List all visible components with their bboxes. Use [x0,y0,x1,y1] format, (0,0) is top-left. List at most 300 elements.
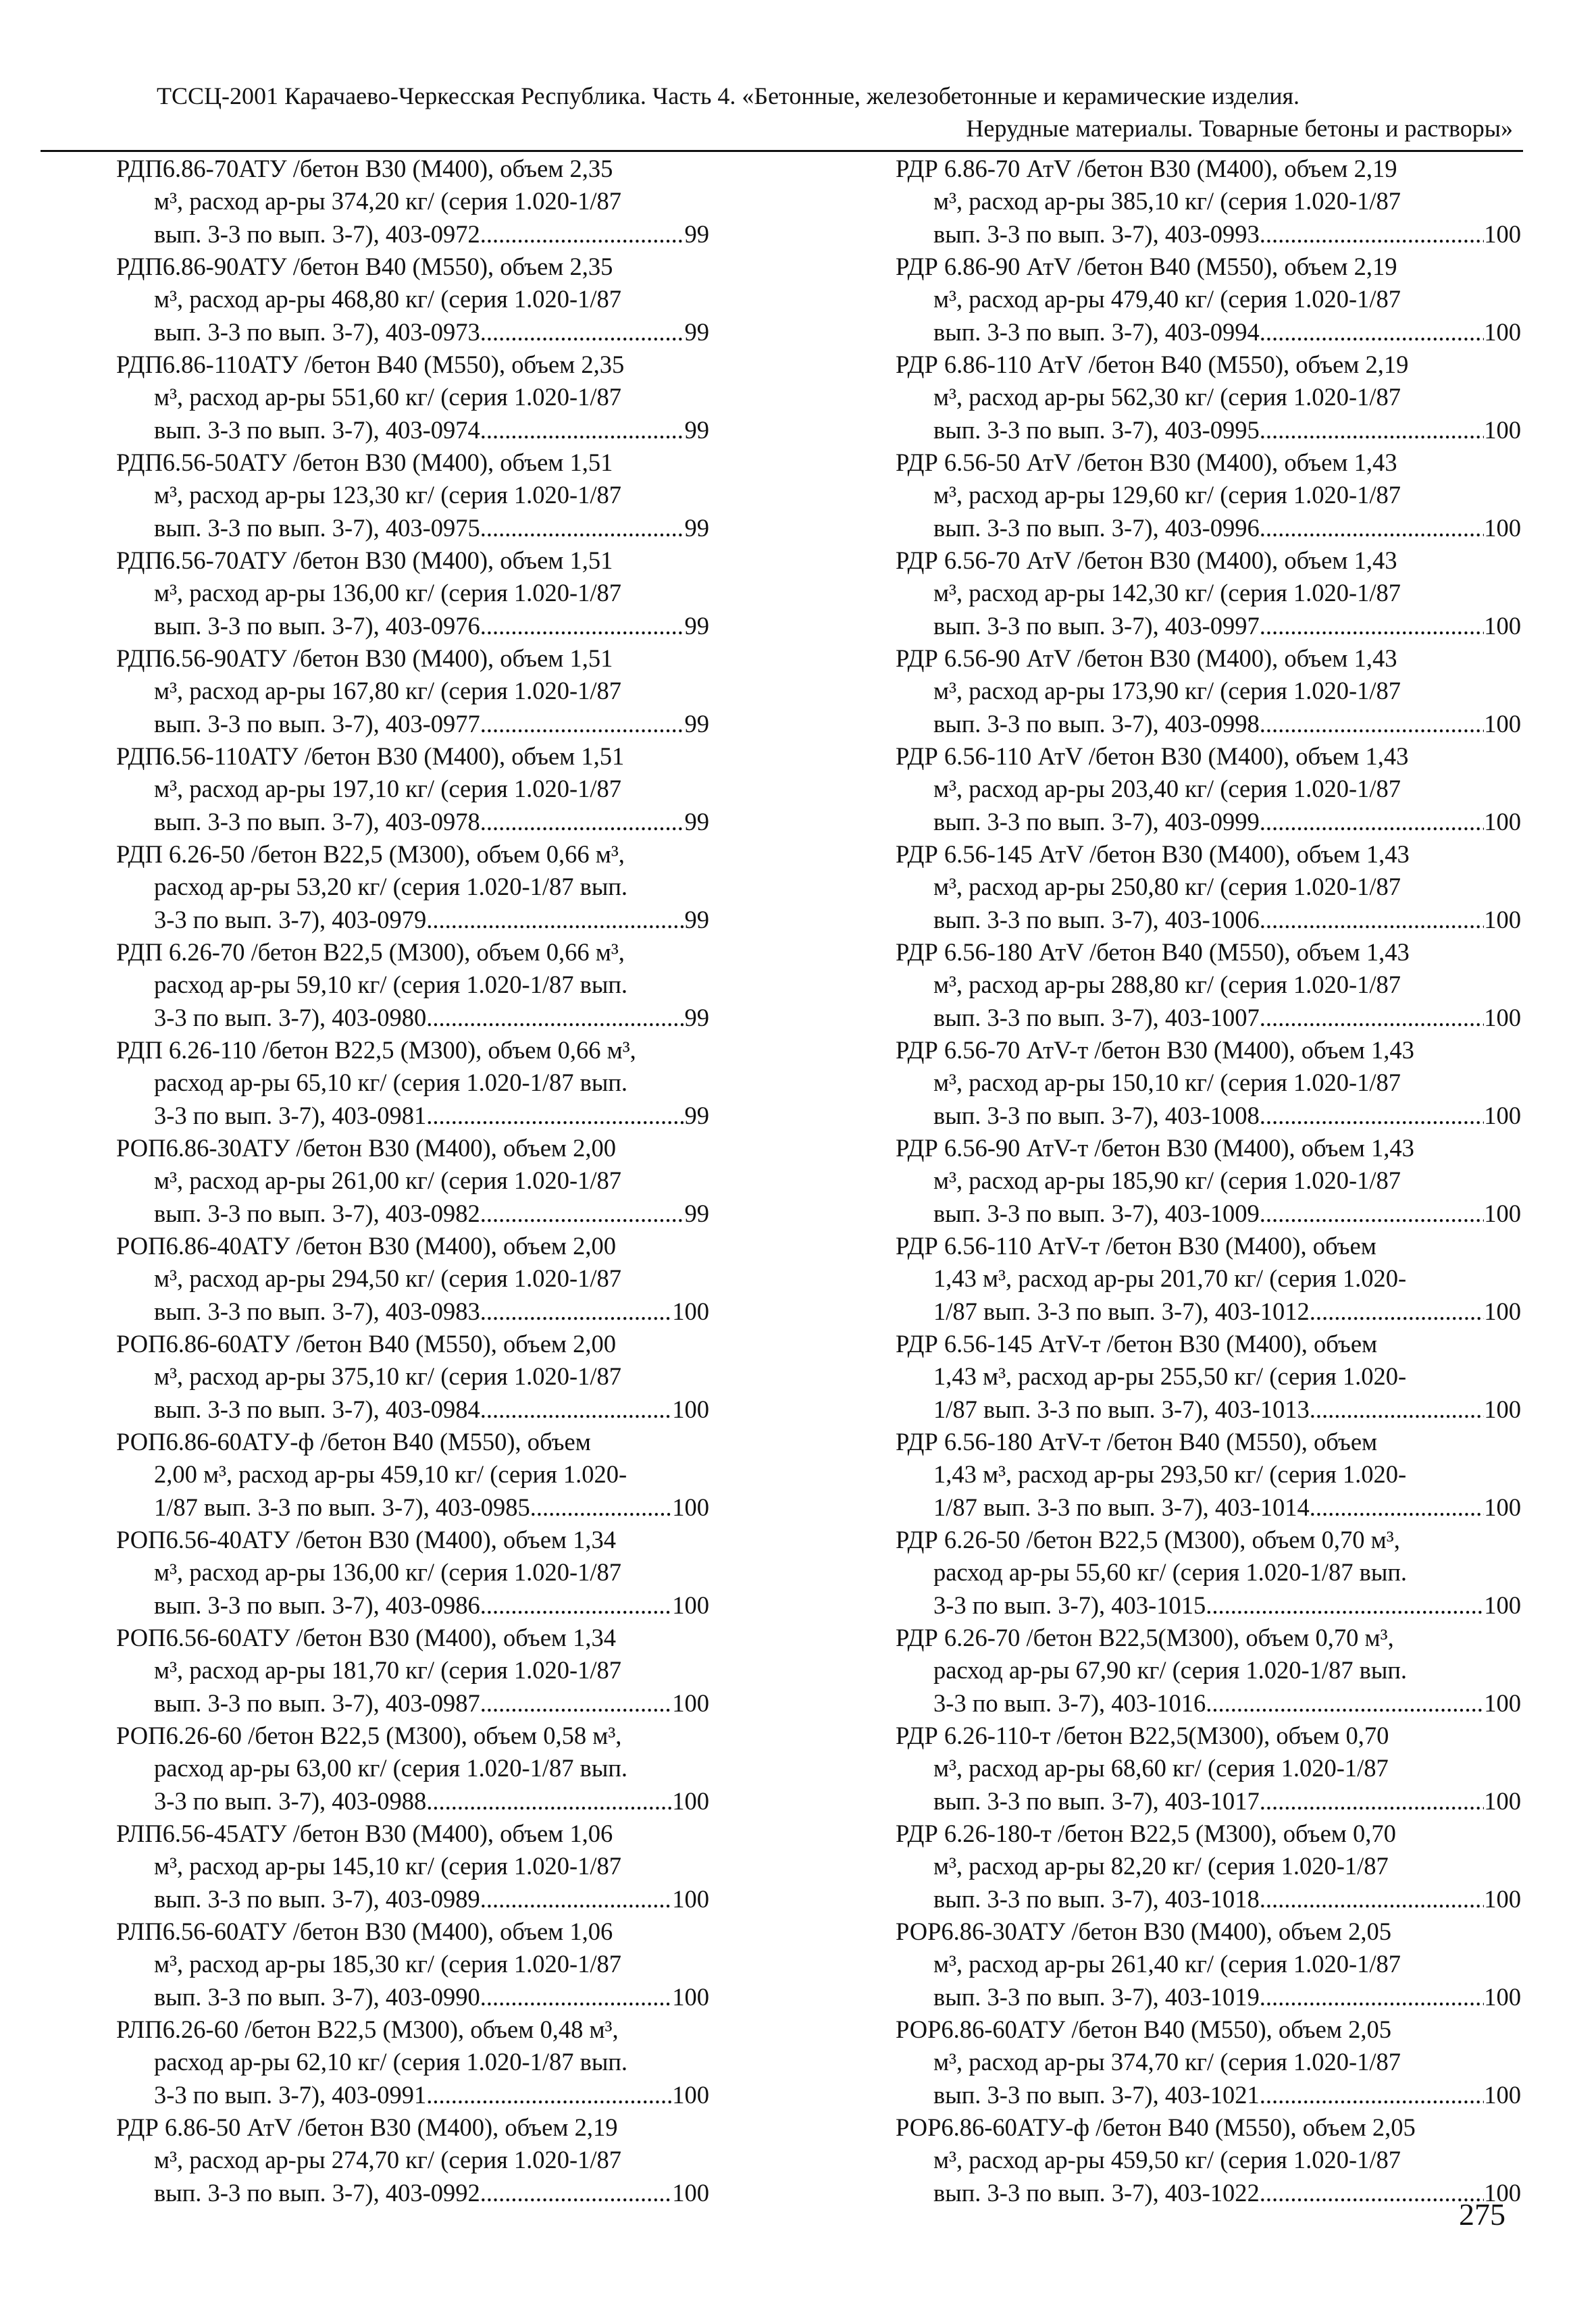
entry-detail-line: м³, расход ар-ры 374,20 кг/ (серия 1.020-1/87 [154,187,622,215]
index-entry [896,1132,1521,1230]
entry-detail-line: м³, расход ар-ры 167,80 кг/ (серия 1.020-1/87 [154,677,622,705]
entry-detail-line: 1,43 м³, расход ар-ры 201,70 кг/ (серия 1.020- [933,1264,1407,1293]
dot-leader [1260,512,1485,544]
entry-reference: 3-3 по вып. 3-7), 403-0979 [154,905,427,933]
entry-page-number: 99 [684,1101,709,1129]
index-entry [116,936,709,1034]
entry-title-line: РДР 6.86-110 АтV /бетон В40 (М550), объем 2,19 [896,351,1409,378]
index-entry [116,251,709,349]
entry-reference-line [116,218,709,251]
entry-title-line: РОП6.86-60АТУ-ф /бетон В40 (М550), объем [116,1428,591,1456]
entry-reference-line [116,806,709,838]
entry-detail-line: м³, расход ар-ры 197,10 кг/ (серия 1.020-1/87 [154,775,622,803]
entry-detail-line: м³, расход ар-ры 459,50 кг/ (серия 1.020-1/87 [933,2146,1401,2174]
entry-page-number: 100 [672,1591,709,1619]
entry-title-line: РОР6.86-60АТУ /бетон В40 (М550), объем 2,05 [896,2015,1391,2043]
dot-leader [480,414,685,446]
dot-leader [480,708,685,740]
index-entry [896,1328,1521,1426]
entry-detail-line: м³, расход ар-ры 375,10 кг/ (серия 1.020-1/87 [154,1362,622,1391]
entry-reference-line [116,1981,709,2013]
index-entry [116,153,709,251]
index-entry [896,153,1521,251]
dot-leader [480,316,685,349]
entry-reference-line [896,2177,1521,2209]
entry-reference: 3-3 по вып. 3-7), 403-0991 [154,2080,427,2109]
index-entry [116,1034,709,1132]
entry-reference-line [116,708,709,740]
entry-title-line: РДП 6.26-70 /бетон В22,5 (М300), объем 0,66 м³, [116,938,625,966]
entry-title-line: РДП 6.26-110 /бетон В22,5 (М300), объем 0,66 м³, [116,1036,636,1064]
index-entry [896,1230,1521,1328]
index-entry [896,544,1521,642]
dot-leader [1260,218,1485,251]
entry-reference-line [896,2079,1521,2111]
entry-detail-line: м³, расход ар-ры 123,30 кг/ (серия 1.020-1/87 [154,481,622,509]
dot-leader [480,1687,673,1720]
entry-reference: 1/87 вып. 3-3 по вып. 3-7), 403-1014 [933,1493,1310,1521]
entry-reference: вып. 3-3 по вып. 3-7), 403-0994 [933,317,1260,346]
entry-page-number: 100 [1484,1199,1521,1227]
index-entry [896,1426,1521,1524]
index-entry [896,1622,1521,1720]
entry-reference: вып. 3-3 по вып. 3-7), 403-1008 [933,1101,1260,1129]
index-entry [896,1818,1521,1916]
entry-title-line: РДР 6.56-145 АтV /бетон В30 (М400), объем 1,43 [896,840,1410,868]
index-entry [896,740,1521,838]
index-entry [896,2013,1521,2111]
entry-reference-line [896,1589,1521,1622]
dot-leader [480,218,685,251]
entry-page-number: 100 [1484,1297,1521,1325]
dot-leader [1260,610,1485,642]
index-entry [116,1524,709,1622]
dot-leader [480,1393,673,1426]
entry-page-number: 100 [1484,1689,1521,1717]
entry-reference: вып. 3-3 по вып. 3-7), 403-0984 [154,1395,480,1423]
entry-page-number: 100 [1484,1982,1521,2011]
entry-reference: 3-3 по вып. 3-7), 403-0980 [154,1003,427,1031]
entry-title-line: РЛП6.56-60АТУ /бетон В30 (М400), объем 1,06 [116,1918,613,1945]
index-entry [896,2111,1521,2209]
dot-leader [1260,1100,1485,1132]
entry-page-number: 99 [684,611,709,640]
entry-reference: вып. 3-3 по вып. 3-7), 403-0975 [154,513,480,542]
entry-reference: вып. 3-3 по вып. 3-7), 403-1018 [933,1884,1260,1913]
entry-detail-line: м³, расход ар-ры 551,60 кг/ (серия 1.020-1/87 [154,383,622,411]
entry-page-number: 99 [684,709,709,738]
header-subtitle: Нерудные материалы. Товарные бетоны и растворы» [966,115,1513,142]
entry-title-line: РДР 6.86-70 АтV /бетон В30 (М400), объем 2,19 [896,155,1397,182]
entry-detail-line: м³, расход ар-ры 68,60 кг/ (серия 1.020-1/87 [933,1754,1389,1782]
entry-title-line: РДР 6.56-90 АтV-т /бетон В30 (М400), объем 1,43 [896,1134,1414,1162]
entry-detail-line: м³, расход ар-ры 136,00 кг/ (серия 1.020-1/87 [154,579,622,607]
entry-reference-line [896,1687,1521,1720]
entry-reference: вып. 3-3 по вып. 3-7), 403-0999 [933,807,1260,835]
entry-title-line: РДП6.56-110АТУ /бетон В30 (М400), объем 1,51 [116,742,625,770]
dot-leader [480,610,685,642]
entry-title-line: РДП6.86-90АТУ /бетон В40 (М550), объем 2,35 [116,253,613,280]
entry-detail-line: м³, расход ар-ры 562,30 кг/ (серия 1.020-1/87 [933,383,1401,411]
entry-page-number: 100 [672,1395,709,1423]
entry-page-number: 100 [1484,2080,1521,2109]
entry-reference-line [116,1002,709,1034]
entry-reference: вып. 3-3 по вып. 3-7), 403-0998 [933,709,1260,738]
dot-leader [480,512,685,544]
entry-reference: вып. 3-3 по вып. 3-7), 403-1022 [933,2178,1260,2207]
entry-page-number: 100 [672,2178,709,2207]
entry-reference: вып. 3-3 по вып. 3-7), 403-0982 [154,1199,480,1227]
entry-reference: 1/87 вып. 3-3 по вып. 3-7), 403-1013 [933,1395,1310,1423]
entry-title-line: РДП6.56-90АТУ /бетон В30 (М400), объем 1,51 [116,644,613,672]
index-entry [896,1916,1521,2013]
entry-title-line: РДР 6.56-70 АтV /бетон В30 (М400), объем 1,43 [896,546,1397,574]
entry-title-line: РДР 6.86-50 АтV /бетон В30 (М400), объем 2,19 [116,2113,618,2141]
page-number: 275 [1459,2197,1505,2232]
entry-reference: вып. 3-3 по вып. 3-7), 403-0986 [154,1591,480,1619]
entry-detail-line: м³, расход ар-ры 82,20 кг/ (серия 1.020-1/87 [933,1852,1389,1880]
dot-leader [426,2079,672,2111]
index-entry [116,1132,709,1230]
entry-page-number: 100 [672,2080,709,2109]
entry-detail-line: м³, расход ар-ры 261,40 кг/ (серия 1.020-1/87 [933,1950,1401,1978]
entry-reference: 1/87 вып. 3-3 по вып. 3-7), 403-1012 [933,1297,1310,1325]
entry-title-line: РОР6.86-30АТУ /бетон В30 (М400), объем 2,05 [896,1918,1391,1945]
entry-title-line: РОП6.56-60АТУ /бетон В30 (М400), объем 1,34 [116,1624,617,1651]
entry-title-line: РОП6.86-40АТУ /бетон В30 (М400), объем 2,00 [116,1232,617,1260]
entry-reference: 3-3 по вып. 3-7), 403-1015 [933,1591,1206,1619]
entry-reference: вып. 3-3 по вып. 3-7), 403-1017 [933,1786,1260,1815]
entry-reference-line [116,1491,709,1524]
index-entry [896,446,1521,544]
dot-leader [1260,806,1485,838]
entry-reference-line [896,610,1521,642]
entry-detail-line: м³, расход ар-ры 250,80 кг/ (серия 1.020-1/87 [933,873,1401,901]
entry-reference-line [116,1100,709,1132]
entry-title-line: РДП6.56-50АТУ /бетон В30 (М400), объем 1,51 [116,448,613,476]
entry-reference-line [896,316,1521,349]
index-entry [896,642,1521,740]
entry-title-line: РДП 6.26-50 /бетон В22,5 (М300), объем 0,66 м³, [116,840,625,868]
entry-reference-line [896,1491,1521,1524]
entry-detail-line: расход ар-ры 67,90 кг/ (серия 1.020-1/87 вып. [933,1656,1408,1685]
index-entry [896,936,1521,1034]
entry-title-line: РОП6.86-30АТУ /бетон В30 (М400), объем 2,00 [116,1134,617,1162]
entry-reference: вып. 3-3 по вып. 3-7), 403-0997 [933,611,1260,640]
entry-page-number: 100 [672,1884,709,1913]
entry-detail-line: расход ар-ры 65,10 кг/ (серия 1.020-1/87 вып. [154,1069,628,1097]
entry-page-number: 99 [684,905,709,933]
entry-detail-line: 1,43 м³, расход ар-ры 255,50 кг/ (серия 1.020- [933,1362,1407,1391]
entry-reference: вып. 3-3 по вып. 3-7), 403-0995 [933,415,1260,444]
entry-page-number: 100 [672,1689,709,1717]
entry-page-number: 99 [684,513,709,542]
entry-reference-line [116,1883,709,1916]
entry-reference: вып. 3-3 по вып. 3-7), 403-0996 [933,513,1260,542]
entry-title-line: РДР 6.56-70 АтV-т /бетон В30 (М400), объем 1,43 [896,1036,1414,1064]
entry-page-number: 99 [684,415,709,444]
entry-detail-line: м³, расход ар-ры 261,00 кг/ (серия 1.020-1/87 [154,1166,622,1195]
entry-reference: вып. 3-3 по вып. 3-7), 403-0974 [154,415,480,444]
entry-reference: вып. 3-3 по вып. 3-7), 403-1009 [933,1199,1260,1227]
entry-reference-line [896,218,1521,251]
entry-page-number: 100 [1484,220,1521,248]
entry-reference: вып. 3-3 по вып. 3-7), 403-0978 [154,807,480,835]
entry-reference: вып. 3-3 по вып. 3-7), 403-0977 [154,709,480,738]
index-entry [896,251,1521,349]
entry-title-line: РДР 6.26-180-т /бетон В22,5 (М300), объем 0,70 [896,1820,1396,1847]
entry-reference: вып. 3-3 по вып. 3-7), 403-0993 [933,220,1260,248]
entry-page-number: 100 [672,1982,709,2011]
dot-leader [480,1295,673,1328]
entry-page-number: 100 [1484,1395,1521,1423]
entry-reference-line [116,2177,709,2209]
entry-reference-line [896,1002,1521,1034]
entry-reference: вып. 3-3 по вып. 3-7), 403-0973 [154,317,480,346]
entry-reference: вып. 3-3 по вып. 3-7), 403-0989 [154,1884,480,1913]
entry-page-number: 99 [684,1003,709,1031]
entry-reference-line [116,1785,709,1818]
entry-detail-line: м³, расход ар-ры 294,50 кг/ (серия 1.020-1/87 [154,1264,622,1293]
entry-reference: вып. 3-3 по вып. 3-7), 403-1007 [933,1003,1260,1031]
entry-title-line: РДП6.86-110АТУ /бетон В40 (М550), объем 2,35 [116,351,625,378]
entry-reference: 3-3 по вып. 3-7), 403-0988 [154,1786,427,1815]
entry-reference-line [896,414,1521,446]
entry-page-number: 100 [1484,1786,1521,1815]
entry-title-line: РОР6.86-60АТУ-ф /бетон В40 (М550), объем 2,05 [896,2113,1416,2141]
dot-leader [1260,414,1485,446]
entry-reference: 1/87 вып. 3-3 по вып. 3-7), 403-0985 [154,1493,530,1521]
entry-reference-line [116,904,709,936]
entry-reference-line [896,1981,1521,2013]
entry-reference: 3-3 по вып. 3-7), 403-1016 [933,1689,1206,1717]
dot-leader [480,1589,673,1622]
dot-leader [1260,1785,1485,1818]
entry-reference: вып. 3-3 по вып. 3-7), 403-0987 [154,1689,480,1717]
entry-detail-line: м³, расход ар-ры 468,80 кг/ (серия 1.020-1/87 [154,285,622,313]
index-entry [116,1818,709,1916]
entry-detail-line: м³, расход ар-ры 385,10 кг/ (серия 1.020-1/87 [933,187,1401,215]
entry-title-line: РДР 6.26-70 /бетон В22,5(М300), объем 0,70 м³, [896,1624,1394,1651]
index-entry [116,1426,709,1524]
entry-detail-line: м³, расход ар-ры 173,90 кг/ (серия 1.020-1/87 [933,677,1401,705]
dot-leader [480,1981,673,2013]
entry-title-line: РДР 6.56-110 АтV-т /бетон В30 (М400), объем [896,1232,1376,1260]
header-title: ТССЦ-2001 Карачаево-Черкесская Республика. Часть 4. «Бетонные, железобетонные и керамические изделия. [157,82,1300,109]
entry-reference-line [116,1393,709,1426]
entry-reference-line [116,512,709,544]
dot-leader [1260,316,1485,349]
entry-detail-line: расход ар-ры 53,20 кг/ (серия 1.020-1/87 вып. [154,873,628,901]
entry-page-number: 99 [684,807,709,835]
entry-detail-line: м³, расход ар-ры 150,10 кг/ (серия 1.020-1/87 [933,1069,1401,1097]
entry-title-line: РДР 6.56-50 АтV /бетон В30 (М400), объем 1,43 [896,448,1397,476]
entry-reference-line [896,806,1521,838]
entry-detail-line: 2,00 м³, расход ар-ры 459,10 кг/ (серия 1.020- [154,1460,627,1489]
entry-title-line: РДП6.56-70АТУ /бетон В30 (М400), объем 1,51 [116,546,613,574]
index-entry [116,446,709,544]
index-entry [896,1034,1521,1132]
entry-reference: вып. 3-3 по вып. 3-7), 403-0976 [154,611,480,640]
entry-title-line: РДР 6.56-90 АтV /бетон В30 (М400), объем 1,43 [896,644,1397,672]
dot-leader [480,1198,685,1230]
entry-title-line: РДР 6.26-110-т /бетон В22,5(М300), объем 0,70 [896,1722,1389,1749]
entry-page-number: 100 [1484,905,1521,933]
entry-reference: вып. 3-3 по вып. 3-7), 403-1019 [933,1982,1260,2011]
entry-reference-line [116,1589,709,1622]
entry-detail-line: м³, расход ар-ры 142,30 кг/ (серия 1.020-1/87 [933,579,1401,607]
entry-title-line: РЛП6.56-45АТУ /бетон В30 (М400), объем 1,06 [116,1820,613,1847]
dot-leader [1260,904,1485,936]
index-entry [116,1328,709,1426]
dot-leader [480,2177,673,2209]
dot-leader [1260,1981,1485,2013]
entry-title-line: РДР 6.56-180 АтV /бетон В40 (М550), объем 1,43 [896,938,1410,966]
index-entry [116,740,709,838]
dot-leader [530,1491,673,1524]
entry-reference-line [896,1393,1521,1426]
entry-page-number: 100 [1484,611,1521,640]
entry-reference-line [896,1883,1521,1916]
entry-page-number: 99 [684,317,709,346]
entry-page-number: 100 [1484,807,1521,835]
entry-page-number: 100 [1484,1884,1521,1913]
entry-page-number: 100 [1484,709,1521,738]
entry-page-number: 100 [1484,1591,1521,1619]
index-entry [896,1720,1521,1818]
entry-reference-line [116,1295,709,1328]
dot-leader [1310,1491,1485,1524]
dot-leader [1206,1589,1484,1622]
index-entry [116,1230,709,1328]
index-entry [116,2013,709,2111]
entry-page-number: 99 [684,220,709,248]
entry-detail-line: м³, расход ар-ры 181,70 кг/ (серия 1.020-1/87 [154,1656,622,1685]
entry-title-line: РОП6.56-40АТУ /бетон В30 (М400), объем 1,34 [116,1526,617,1553]
index-entry [896,349,1521,446]
entry-reference-line [116,316,709,349]
entry-reference-line [116,1687,709,1720]
index-entry [116,838,709,936]
index-entry [116,349,709,446]
dot-leader [480,1883,673,1916]
entry-reference: вып. 3-3 по вып. 3-7), 403-0990 [154,1982,480,2011]
entry-reference-line [896,1198,1521,1230]
index-entry [116,1916,709,2013]
index-entry [116,2111,709,2209]
entry-detail-line: м³, расход ар-ры 136,00 кг/ (серия 1.020-1/87 [154,1558,622,1587]
entry-reference-line [116,2079,709,2111]
entry-reference-line [116,1198,709,1230]
entry-page-number: 100 [1484,317,1521,346]
dot-leader [480,806,685,838]
entry-title-line: РДР 6.26-50 /бетон В22,5 (М300), объем 0,70 м³, [896,1526,1400,1553]
index-entry [896,1524,1521,1622]
entry-detail-line: расход ар-ры 62,10 кг/ (серия 1.020-1/87 вып. [154,2048,628,2076]
dot-leader [1260,1002,1485,1034]
right-column [896,153,1521,2209]
dot-leader [1260,2177,1485,2209]
entry-reference-line [116,414,709,446]
dot-leader [1260,1883,1485,1916]
dot-leader [426,1002,684,1034]
index-entry [116,1622,709,1720]
dot-leader [1206,1687,1484,1720]
entry-reference: вып. 3-3 по вып. 3-7), 403-0972 [154,220,480,248]
entry-detail-line: расход ар-ры 55,60 кг/ (серия 1.020-1/87 вып. [933,1558,1408,1587]
index-entry [116,642,709,740]
entry-title-line: РОП6.86-60АТУ /бетон В40 (М550), объем 2,00 [116,1330,617,1358]
entry-detail-line: м³, расход ар-ры 129,60 кг/ (серия 1.020-1/87 [933,481,1401,509]
entry-detail-line: м³, расход ар-ры 274,70 кг/ (серия 1.020-1/87 [154,2146,622,2174]
entry-page-number: 100 [1484,513,1521,542]
header-rule [41,150,1523,152]
entry-title-line: РДР 6.56-145 АтV-т /бетон В30 (М400), объем [896,1330,1378,1358]
dot-leader [426,904,684,936]
entry-detail-line: м³, расход ар-ры 479,40 кг/ (серия 1.020-1/87 [933,285,1401,313]
entry-detail-line: 1,43 м³, расход ар-ры 293,50 кг/ (серия 1.020- [933,1460,1407,1489]
dot-leader [1260,1198,1485,1230]
entry-title-line: РДР 6.56-110 АтV /бетон В30 (М400), объем 1,43 [896,742,1409,770]
entry-page-number: 100 [1484,1493,1521,1521]
entry-reference-line [116,610,709,642]
entry-reference-line [896,512,1521,544]
entry-page-number: 100 [1484,1003,1521,1031]
entry-reference-line [896,708,1521,740]
entry-detail-line: м³, расход ар-ры 288,80 кг/ (серия 1.020-1/87 [933,971,1401,999]
entry-page-number: 100 [672,1297,709,1325]
dot-leader [1260,708,1485,740]
entry-reference: вып. 3-3 по вып. 3-7), 403-0992 [154,2178,480,2207]
entry-page-number: 100 [672,1493,709,1521]
entry-detail-line: м³, расход ар-ры 145,10 кг/ (серия 1.020-1/87 [154,1852,622,1880]
entry-page-number: 100 [672,1786,709,1815]
entry-title-line: РДР 6.86-90 АтV /бетон В40 (М550), объем 2,19 [896,253,1397,280]
entry-detail-line: м³, расход ар-ры 185,90 кг/ (серия 1.020-1/87 [933,1166,1401,1195]
left-column [116,153,709,2209]
entry-reference: вып. 3-3 по вып. 3-7), 403-1021 [933,2080,1260,2109]
entry-page-number: 100 [1484,2178,1521,2207]
entry-reference: вып. 3-3 по вып. 3-7), 403-0983 [154,1297,480,1325]
index-entry [116,544,709,642]
entry-page-number: 99 [684,1199,709,1227]
entry-title-line: РОП6.26-60 /бетон В22,5 (М300), объем 0,58 м³, [116,1722,622,1749]
dot-leader [426,1100,684,1132]
entry-title-line: РЛП6.26-60 /бетон В22,5 (М300), объем 0,48 м³, [116,2015,619,2043]
entry-detail-line: расход ар-ры 59,10 кг/ (серия 1.020-1/87 вып. [154,971,628,999]
entry-reference-line [896,904,1521,936]
entry-detail-line: расход ар-ры 63,00 кг/ (серия 1.020-1/87 вып. [154,1754,628,1782]
entry-detail-line: м³, расход ар-ры 203,40 кг/ (серия 1.020-1/87 [933,775,1401,803]
entry-reference: 3-3 по вып. 3-7), 403-0981 [154,1101,427,1129]
index-entry [896,838,1521,936]
entry-reference-line [896,1100,1521,1132]
entry-page-number: 100 [1484,1101,1521,1129]
dot-leader [1310,1393,1485,1426]
entry-reference-line [896,1295,1521,1328]
entry-detail-line: м³, расход ар-ры 374,70 кг/ (серия 1.020-1/87 [933,2048,1401,2076]
running-header [157,80,1513,145]
index-entry [116,1720,709,1818]
entry-reference: вып. 3-3 по вып. 3-7), 403-1006 [933,905,1260,933]
entry-reference-line [896,1785,1521,1818]
entry-title-line: РДП6.86-70АТУ /бетон В30 (М400), объем 2,35 [116,155,613,182]
dot-leader [426,1785,672,1818]
entry-page-number: 100 [1484,415,1521,444]
dot-leader [1310,1295,1485,1328]
dot-leader [1260,2079,1485,2111]
entry-detail-line: м³, расход ар-ры 185,30 кг/ (серия 1.020-1/87 [154,1950,622,1978]
